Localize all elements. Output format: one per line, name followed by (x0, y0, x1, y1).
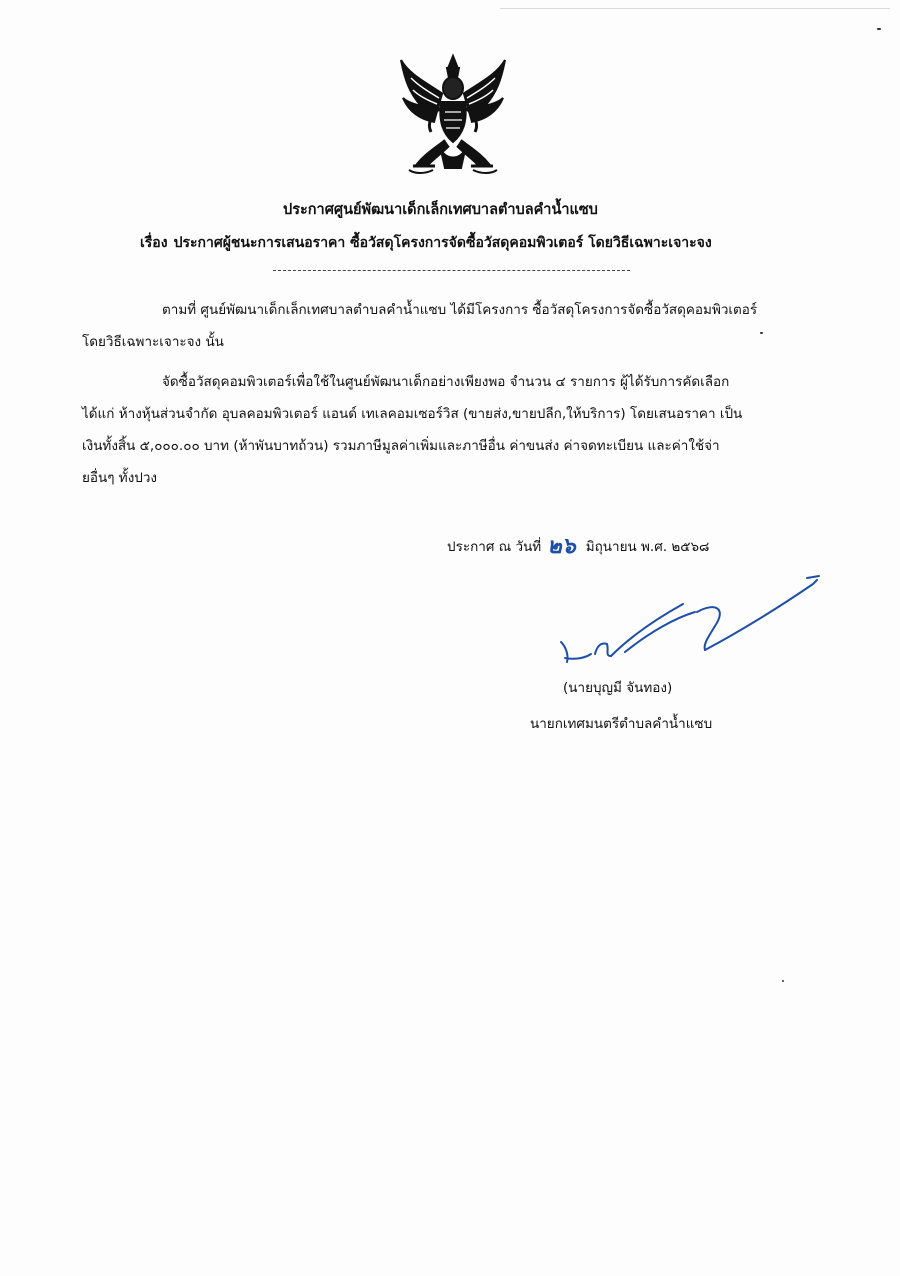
title-divider (273, 270, 630, 271)
paragraph-line: ยอื่นๆ ทั้งปวง (82, 470, 158, 486)
subject-label: เรื่อง (140, 235, 168, 251)
paragraph-line: โดยวิธีเฉพาะเจาะจง นั้น (82, 334, 224, 350)
document-title: ประกาศศูนย์พัฒนาเด็กเล็กเทศบาลตำบลคำน้ำแซบ (283, 202, 598, 218)
paragraph-line: ตามที่ ศูนย์พัฒนาเด็กเล็กเทศบาลตำบลคำน้ำแซบ ได้มีโครงการ ซื้อวัสดุโครงการจัดซื้อวัสดุคอมพิวเตอร์ (162, 302, 758, 318)
paragraph-line: จัดซื้อวัสดุคอมพิวเตอร์เพื่อใช้ในศูนย์พัฒนาเด็กอย่างเพียงพอ จำนวน ๔ รายการ ผู้ได้รับการคัดเลือก (162, 374, 730, 390)
document-subject-line (140, 232, 712, 254)
paragraph-2 (82, 366, 822, 494)
signer-name: (นายบุญมี จันทอง) (563, 680, 673, 696)
scan-speck (877, 28, 881, 30)
paragraph-1 (82, 294, 822, 358)
date-month-year: มิถุนายน พ.ศ. ๒๕๖๘ (585, 539, 710, 555)
handwritten-signature (555, 572, 825, 672)
announcement-date (447, 526, 709, 561)
paragraph-line: ได้แก่ ห้างหุ้นส่วนจำกัด อุบลคอมพิวเตอร์ แอนด์ เทเลคอมเซอร์วิส (ขายส่ง,ขายปลีก,ให้บริการ) โดยเสนอราคา เป็น (82, 406, 743, 422)
scan-edge-line (500, 8, 890, 9)
garuda-emblem-icon (395, 52, 511, 176)
paragraph-line: เงินทั้งสิ้น ๕,๐๐๐.๐๐ บาท (ห้าพันบาทถ้วน) รวมภาษีมูลค่าเพิ่มและภาษีอื่น ค่าขนส่ง ค่าจดทะเบียน และค่าใช้จ่า (82, 438, 720, 454)
date-prefix: ประกาศ ณ วันที่ (447, 539, 542, 555)
signer-title: นายกเทศมนตรีตำบลคำน้ำแซบ (530, 716, 713, 732)
scan-speck (782, 980, 784, 982)
handwritten-day: ๒๖ (547, 533, 576, 559)
subject-text: ประกาศผู้ชนะการเสนอราคา ซื้อวัสดุโครงการจัดซื้อวัสดุคอมพิวเตอร์ โดยวิธีเฉพาะเจาะจง (173, 235, 712, 251)
